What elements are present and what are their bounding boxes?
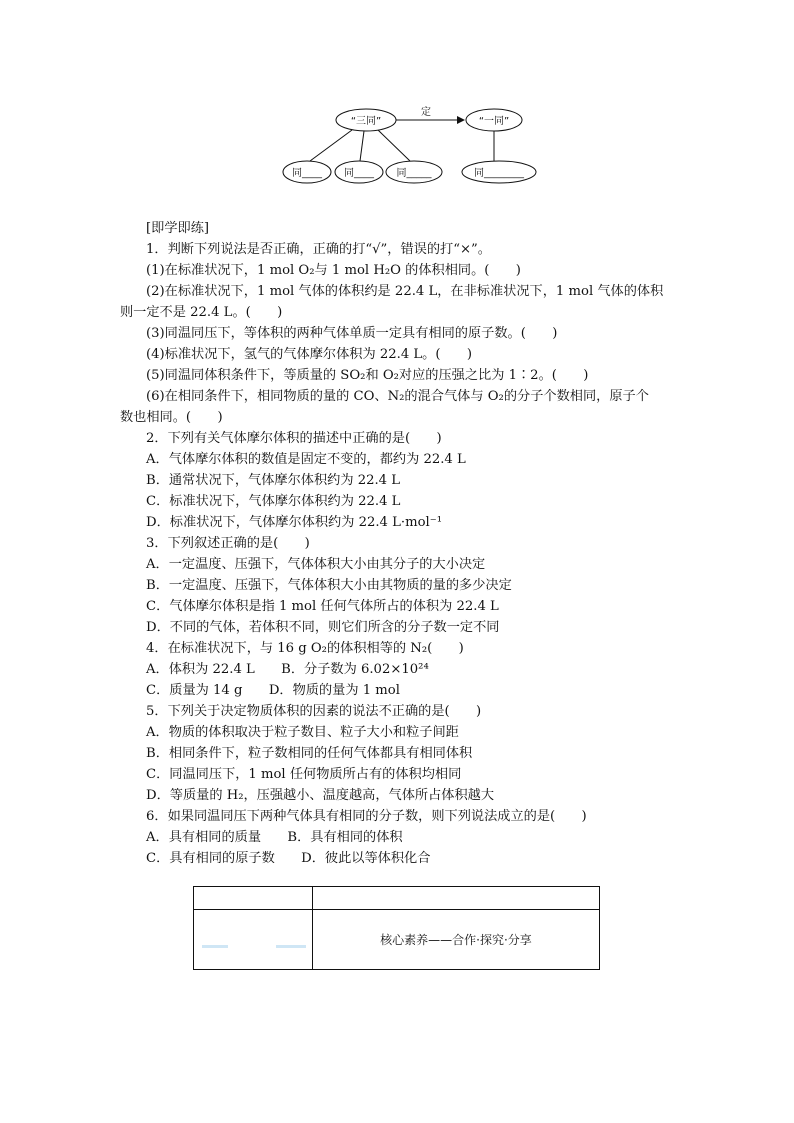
section-header-box [193,886,600,970]
q1-item-6: (6)在相同条件下，相同物质的量的 CO、N₂的混合气体与 O₂的分子个数相同，原子个 [146,389,649,404]
q6-options-cd: C．具有相同的原子数 D．彼此以等体积化合 [146,851,431,866]
q3-option-d: D．不同的气体，若体积不同，则它们所含的分子数一定不同 [146,620,500,635]
question-4: 4．在标准状况下，与 16 g O₂的体积相等的 N₂( ) [146,641,464,656]
same-node-3-label: 同_____ [396,168,432,179]
connector [360,131,364,161]
q1-item-6-cont: 数也相同。( ) [120,410,223,425]
q4-options-cd: C．质量为 14 g D．物质的量为 1 mol [146,683,400,698]
connector [378,130,410,161]
q4-options-ab: A．体积为 22.4 L B．分子数为 6.02×10²⁴ [146,662,429,677]
q2-option-b: B．通常状况下，气体摩尔体积约为 22.4 L [146,473,401,488]
q3-option-b: B．一定温度、压强下，气体体积大小由其物质的量的多少决定 [146,578,512,593]
q3-option-a: A．一定温度、压强下，气体体积大小由其分子的大小决定 [146,557,486,572]
section-title: 核心素养——合作·探究·分享 [380,932,532,947]
q5-option-d: D．等质量的 H₂，压强越小、温度越高，气体所占体积越大 [146,788,495,803]
same-node-4-label: 同________ [474,168,524,179]
q5-option-c: C．同温同压下，1 mol 任何物质所占有的体积均相同 [146,767,462,782]
question-3: 3．下列叙述正确的是( ) [146,536,310,551]
question-6: 6．如果同温同压下两种气体具有相同的分子数，则下列说法成立的是( ) [146,809,587,824]
q5-option-a: A．物质的体积取决于粒子数目、粒子大小和粒子间距 [146,725,459,740]
q2-option-a: A．气体摩尔体积的数值是固定不变的，都约为 22.4 L [146,452,466,467]
determine-label: 定 [421,107,431,118]
q5-option-b: B．相同条件下，粒子数相同的任何气体都具有相同体积 [146,746,473,761]
q2-option-d: D．标准状况下，气体摩尔体积约为 22.4 L·mol⁻¹ [146,515,442,530]
concept-diagram [280,100,550,195]
q1-item-4: (4)标准状况下，氢气的气体摩尔体积为 22.4 L。( ) [146,347,473,362]
connector [310,130,352,161]
question-2: 2．下列有关气体摩尔体积的描述中正确的是( ) [146,431,442,446]
q1-item-2-cont: 则一定不是 22.4 L。( ) [120,305,283,320]
question-5: 5．下列关于决定物质体积的因素的说法不正确的是( ) [146,704,482,719]
q1-item-5: (5)同温同体积条件下，等质量的 SO₂和 O₂对应的压强之比为 1∶2。( ) [146,368,589,383]
same-node-2-label: 同____ [344,168,374,179]
one-same-label: “一同” [478,116,510,127]
q1-item-3: (3)同温同压下，等体积的两种气体单质一定具有相同的原子数。( ) [146,326,558,341]
decorative-bar [202,945,228,948]
practice-heading: [即学即练] [146,221,210,236]
q6-options-ab: A．具有相同的质量 B．具有相同的体积 [146,830,403,845]
practice-section [120,218,706,869]
decorative-bar [276,945,306,948]
same-node-1-label: 同____ [292,168,322,179]
q1-item-2: (2)在标准状况下，1 mol 气体的体积约是 22.4 L，在非标准状况下，1 mol 气体的体积 [146,284,664,299]
q2-option-c: C．标准状况下，气体摩尔体积约为 22.4 L [146,494,401,509]
q1-item-1: (1)在标准状况下，1 mol O₂与 1 mol H₂O 的体积相同。( ) [146,263,521,278]
q3-option-c: C．气体摩尔体积是指 1 mol 任何气体所占的体积为 22.4 L [146,599,499,614]
three-same-label: “三同” [350,116,382,127]
question-1: 1．判断下列说法是否正确，正确的打“√”，错误的打“×”。 [146,242,491,257]
